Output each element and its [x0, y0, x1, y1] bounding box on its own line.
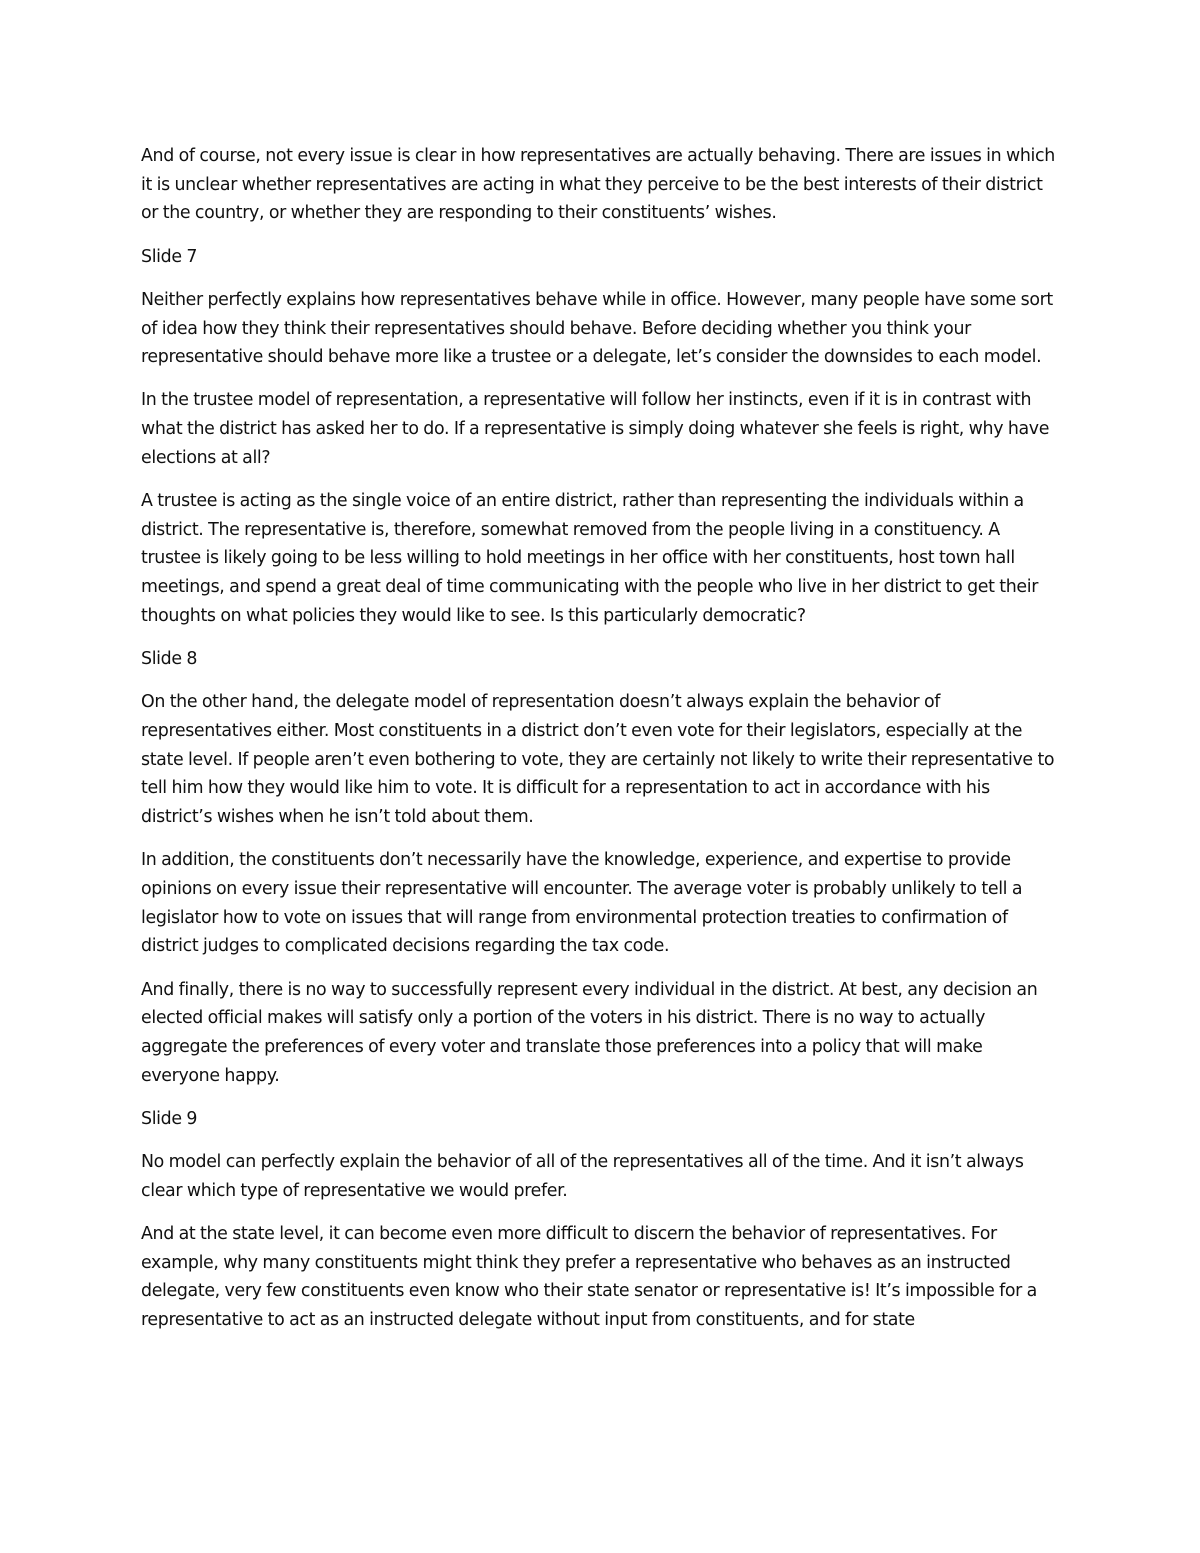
paragraph-issues-unclear: And of course, not every issue is clear in how representatives are actually behaving. There are issues in which it is unclear whether representatives are acting in what they perceive to be the best interests of their district or the country, or whether they are responding to their constituents’ wishes.	[141, 146, 1055, 224]
paragraph-delegate-model: On the other hand, the delegate model of representation doesn’t always explain the behavior of representatives either. Most constituents in a district don’t even vote for their legislators, especially at the state level. If people aren’t even bothering to vote, they are certainly not likely to write their representative to tell him how they would like him to vote. It is difficult for a representation to act in accordance with his district’s wishes when he isn’t told about them.	[141, 692, 1055, 828]
paragraph-no-model-perfect: No model can perfectly explain the behavior of all of the representatives all of the time. And it isn’t always clear which type of representative we would prefer.	[141, 1152, 1024, 1201]
paragraph-trustee-single-voice: A trustee is acting as the single voice of an entire district, rather than representing the individuals within a district. The representative is, therefore, somewhat removed from the people living in a constituency. A trustee is likely going to be less willing to hold meetings in her office with her constituents, host town hall meetings, and spend a great deal of time communicating with the people who live in her district to get their thoughts on what policies they would like to see. Is this particularly democratic?	[141, 491, 1039, 626]
paragraph-constituent-knowledge: In addition, the constituents don’t necessarily have the knowledge, experience, and expertise to provide opinions on every issue their representative will encounter. The average voter is probably unlikely to tell a legislator how to vote on issues that will range from environmental protection treaties to confirmation of district judges to complicated decisions regarding the tax code.	[141, 850, 1023, 957]
slide-8-label: Slide 8	[141, 649, 198, 670]
document-body	[141, 142, 1061, 1349]
paragraph-state-level: And at the state level, it can become even more difficult to discern the behavior of representatives. For example, why many constituents might think they prefer a representative who behaves as an instructed delegate, very few constituents even know who their state senator or representative is! It’s impossible for a representative to act as an instructed delegate without input from constituents, and for state	[141, 1224, 1037, 1331]
slide-9-label: Slide 9	[141, 1108, 198, 1129]
paragraph-neither-model: Neither perfectly explains how representatives behave while in office. However, many people have some sort of idea how they think their representatives should behave. Before deciding whether you think your representative should behave more like a trustee or a delegate, let’s consider the downsides to each model.	[141, 289, 1053, 368]
paragraph-trustee-model: In the trustee model of representation, a representative will follow her instincts, even if it is in contrast with what the district has asked her to do. If a representative is simply doing whatever she feels is right, why have elections at all?	[141, 390, 1050, 468]
slide-7-label: Slide 7	[141, 246, 198, 267]
paragraph-no-way-to-represent: And finally, there is no way to successfully represent every individual in the district. At best, any decision an elected official makes will satisfy only a portion of the voters in his district. There is no way to actually aggregate the preferences of every voter and translate those preferences into a policy that will make everyone happy.	[141, 979, 1038, 1086]
